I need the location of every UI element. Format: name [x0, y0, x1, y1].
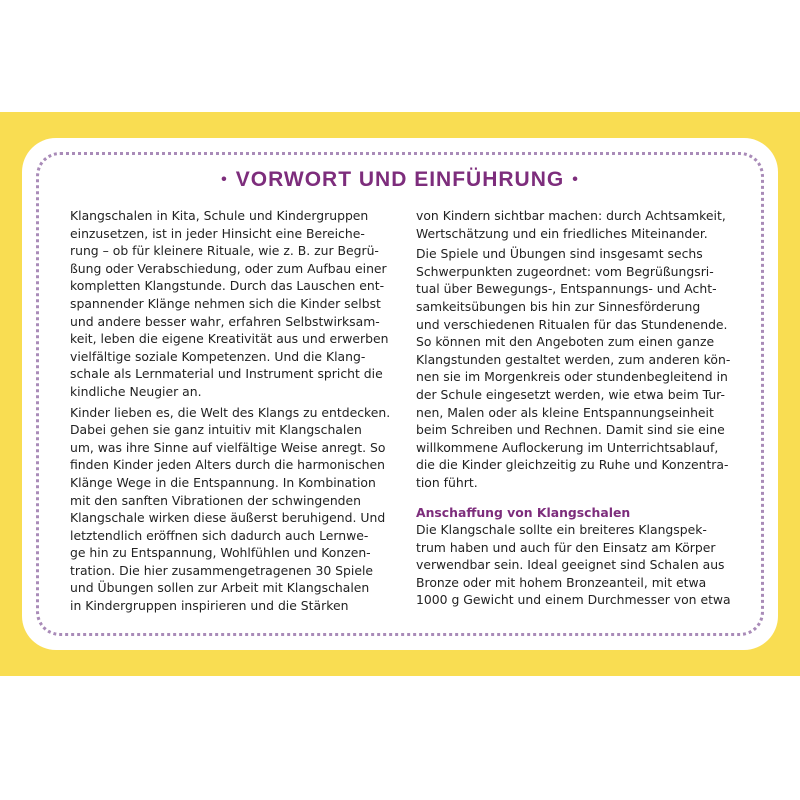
text-line: Dabei gehen sie ganz intuitiv mit Klangschalen	[70, 422, 362, 438]
text-line: und Übungen sollen zur Arbeit mit Klangschalen	[70, 580, 370, 596]
text-line: Die Spiele und Übungen sind insgesamt sechs	[416, 246, 703, 262]
text-line: beim Schreiben und Rechnen. Damit sind sie eine	[416, 422, 725, 438]
content-card	[22, 138, 778, 650]
text-line: und verschiedenen Ritualen für das Stundenende.	[416, 316, 728, 332]
paragraph	[70, 207, 390, 401]
page-title	[22, 168, 778, 192]
text-line: spannender Klänge nehmen sich die Kinder selbst	[70, 295, 381, 311]
text-line: der Schule eingesetzt werden, wie etwa beim Tur-	[416, 386, 725, 402]
paragraph	[70, 404, 390, 615]
text-line: finden Kinder jeden Alters durch die harmonischen	[70, 457, 385, 473]
section-heading: Anschaffung von Klangschalen	[416, 504, 631, 520]
text-line: vielfältige soziale Kompetenzen. Und die Klang-	[70, 348, 366, 364]
text-line: tration. Die hier zusammengetragenen 30 Spiele	[70, 562, 374, 578]
text-line: Die Klangschale sollte ein breiteres Klangspek-	[416, 522, 707, 538]
text-line: keit, leben die eigene Kreativität aus und erwerben	[70, 331, 389, 347]
section-text	[416, 521, 738, 609]
text-line: schale als Lernmaterial und Instrument spricht die	[70, 366, 383, 382]
right-column	[416, 207, 738, 609]
text-line: nen, Malen oder als kleine Entspannungseinheit	[416, 404, 714, 420]
text-line: und andere besser wahr, erfahren Selbstwirksam-	[70, 313, 380, 329]
text-line: tion führt.	[416, 474, 478, 490]
text-line: So können mit den Angeboten zum einen ganze	[416, 334, 715, 350]
text-line: rung – ob für kleinere Rituale, wie z. B. zur Begrü-	[70, 243, 379, 259]
title-bullet-left: •	[221, 171, 228, 188]
text-line: Klänge Wege in die Entspannung. In Kombination	[70, 474, 376, 490]
text-line: samkeitsübungen bis hin zur Sinnesförderung	[416, 298, 701, 314]
text-line: mit den sanften Vibrationen der schwingenden	[70, 492, 362, 508]
text-line: Klangschale wirken diese äußerst beruhigend. Und	[70, 510, 386, 526]
text-line: von Kindern sichtbar machen: durch Achtsamkeit,	[416, 208, 726, 223]
text-line: verwendbar sein. Ideal geeignet sind Schalen aus	[416, 557, 725, 573]
title-text: VORWORT UND EINFÜHRUNG	[235, 168, 565, 191]
text-line: ßung oder Verabschiedung, oder zum Aufbau einer	[70, 260, 387, 276]
right-paragraphs	[416, 207, 738, 492]
text-line: ge hin zu Entspannung, Wohlfühlen und Konzen-	[70, 545, 371, 561]
text-line: Klangstunden gestaltet werden, zum anderen kön-	[416, 351, 731, 367]
text-line: Kinder lieben es, die Welt des Klangs zu entdecken.	[70, 404, 391, 420]
text-line: willkommene Auflockerung im Unterrichtsablauf,	[416, 439, 719, 455]
text-line: Schwerpunkten zugeordnet: vom Begrüßungsri-	[416, 263, 714, 279]
text-line: in Kindergruppen inspirieren und die Stärken	[70, 598, 349, 614]
text-line: Bronze oder mit hohem Bronzeanteil, mit etwa	[416, 574, 707, 590]
left-column	[70, 207, 390, 618]
paragraph	[416, 207, 738, 242]
text-line: Wertschätzung und ein friedliches Miteinander.	[416, 225, 708, 241]
text-line: trum haben und auch für den Einsatz am Körper	[416, 539, 716, 555]
text-line: kompletten Klangstunde. Durch das Lauschen ent-	[70, 278, 385, 294]
text-line: kindliche Neugier an.	[70, 383, 202, 399]
text-line: einzusetzen, ist in jeder Hinsicht eine Bereiche-	[70, 225, 365, 241]
paragraph	[416, 245, 738, 491]
text-line: tual über Bewegungs-, Entspannungs- und Acht-	[416, 281, 717, 297]
text-line: die die Kinder gleichzeitig zu Ruhe und Konzentra-	[416, 457, 729, 473]
text-line: nen sie im Morgenkreis oder stundenbegleitend in	[416, 369, 728, 385]
title-bullet-right: •	[572, 171, 579, 188]
text-line: Klangschalen in Kita, Schule und Kindergruppen	[70, 208, 369, 223]
text-line: letztendlich eröffnen sich dadurch auch Lernwe-	[70, 527, 369, 543]
text-line: um, was ihre Sinne auf vielfältige Weise anregt. So	[70, 439, 386, 455]
text-line: 1000 g Gewicht und einem Durchmesser von etwa	[416, 592, 731, 608]
